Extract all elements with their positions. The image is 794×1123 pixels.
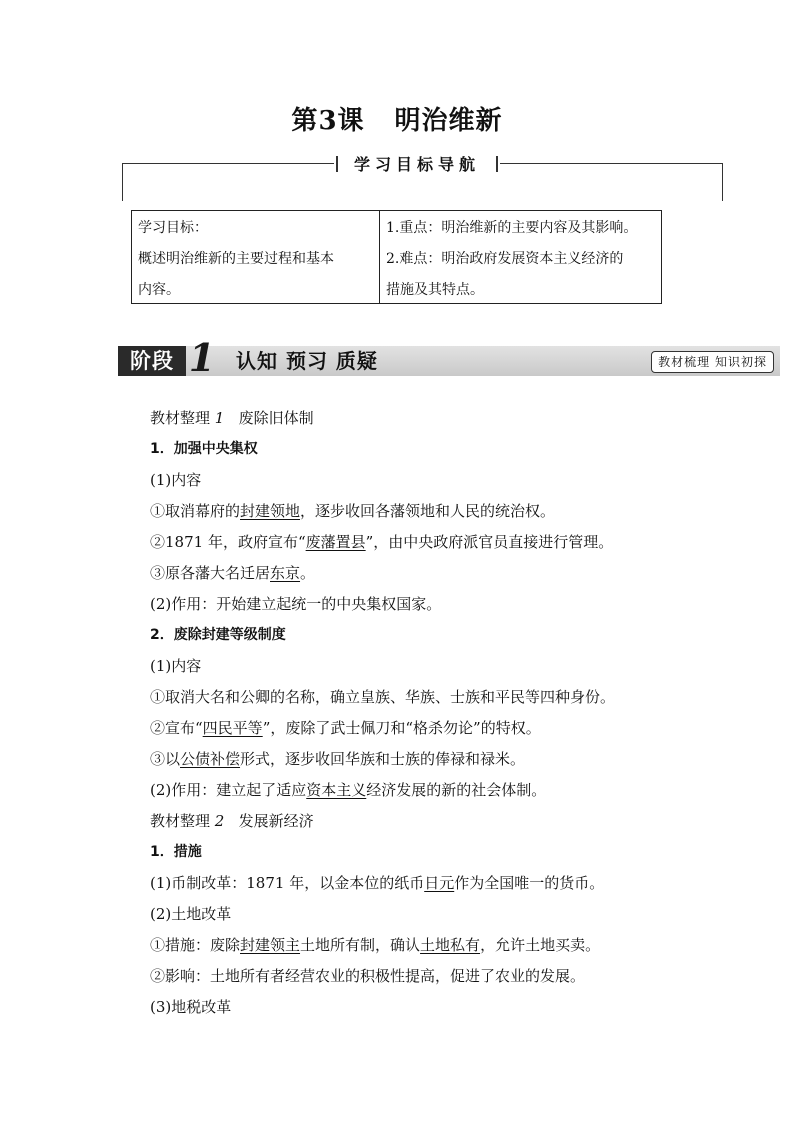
text-span: ，允许土地买卖。	[480, 936, 601, 954]
section-number: 1	[214, 409, 225, 427]
text-line: (1)内容	[150, 657, 202, 675]
text-span: ③以	[150, 750, 181, 768]
stage-title: 认知 预习 质疑	[236, 349, 378, 373]
text-span: ②宣布“	[150, 719, 203, 737]
stage-number: 1	[188, 335, 216, 380]
text-line	[150, 873, 604, 893]
key-term: 四民平等	[202, 719, 263, 737]
text-span: ①取消幕府的	[150, 502, 241, 520]
title-suffix: 课	[337, 106, 365, 136]
text-span: 形式，逐步收回华族和士族的俸禄和禄米。	[240, 750, 526, 768]
key-term: 封建领主	[240, 936, 301, 954]
nav-divider-right	[500, 163, 722, 164]
section-label: 教材整理	[150, 409, 211, 427]
text-span: (1)币制改革：1871 年，以金本位的纸币	[150, 874, 425, 892]
text-line	[150, 749, 525, 769]
objectives-left-line: 内容。	[138, 282, 180, 298]
key-term: 东京	[270, 564, 301, 582]
text-line: (3)地税改革	[150, 998, 232, 1016]
nav-corner-right	[722, 163, 723, 201]
text-line	[150, 501, 555, 521]
section-name: 废除旧体制	[238, 409, 314, 427]
key-term: 废藩置县	[305, 533, 366, 551]
objectives-right-line: 措施及其特点。	[386, 282, 484, 298]
key-term: 土地私有	[420, 936, 481, 954]
text-line	[150, 780, 546, 800]
objectives-left-cell	[132, 211, 380, 303]
text-line: (2)作用：开始建立起统一的中央集权国家。	[150, 595, 442, 613]
section-heading	[150, 811, 314, 831]
text-line	[150, 532, 613, 552]
text-span: ”，由中央政府派官员直接进行管理。	[365, 533, 614, 551]
text-span: 。	[300, 564, 316, 582]
text-line	[150, 935, 600, 955]
key-term: 公债补偿	[180, 750, 241, 768]
title-number: 3	[318, 106, 338, 136]
stage-label: 阶段	[118, 346, 186, 376]
text-span: ③原各藩大名迁居	[150, 564, 271, 582]
key-term: 封建领地	[240, 502, 301, 520]
text-span: 作为全国唯一的货币。	[454, 874, 605, 892]
title-prefix: 第	[291, 106, 319, 136]
objectives-left-line: 概述明治维新的主要过程和基本	[138, 251, 334, 267]
subheading: 1．措施	[150, 844, 202, 860]
nav-title: 学习目标导航	[353, 155, 480, 174]
objectives-left-line: 学习目标：	[138, 220, 208, 236]
section-number: 2	[214, 812, 225, 830]
section-name: 发展新经济	[238, 812, 314, 830]
nav-bar-left	[336, 156, 338, 172]
text-span: ，逐步收回各藩领地和人民的统治权。	[300, 502, 556, 520]
text-span: 经济发展的新的社会体制。	[366, 781, 547, 799]
nav-corner-left	[122, 163, 123, 201]
nav-divider-left	[122, 163, 334, 164]
text-line	[150, 563, 315, 583]
text-line: (1)内容	[150, 471, 202, 489]
section-label: 教材整理	[150, 812, 211, 830]
subheading: 2．废除封建等级制度	[150, 627, 286, 643]
stage-banner	[118, 335, 780, 380]
stage-tag: 教材梳理 知识初探	[651, 351, 774, 373]
page-title	[0, 100, 794, 137]
objectives-right-cell	[380, 211, 661, 303]
key-term: 日元	[424, 874, 455, 892]
text-line: ②影响：土地所有者经营农业的积极性提高，促进了农业的发展。	[150, 967, 586, 985]
text-line	[150, 718, 541, 738]
text-span: ”，废除了武士佩刀和“格杀勿论”的特权。	[262, 719, 541, 737]
text-span: (2)作用：建立起了适应	[150, 781, 307, 799]
subheading: 1．加强中央集权	[150, 441, 258, 457]
objectives-right-line: 2.难点：明治政府发展资本主义经济的	[386, 251, 624, 267]
text-span: ②1871 年，政府宣布“	[150, 533, 306, 551]
text-span: ①措施：废除	[150, 936, 241, 954]
objectives-table	[131, 210, 662, 304]
text-line: (2)土地改革	[150, 905, 232, 923]
title-name: 明治维新	[394, 106, 503, 136]
text-line: ①取消大名和公卿的名称，确立皇族、华族、士族和平民等四种身份。	[150, 688, 616, 706]
section-heading	[150, 408, 314, 428]
key-term: 资本主义	[306, 781, 367, 799]
nav-bar-right	[496, 156, 498, 172]
objectives-right-line: 1.重点：明治维新的主要内容及其影响。	[386, 220, 638, 236]
text-span: 土地所有制，确认	[300, 936, 421, 954]
